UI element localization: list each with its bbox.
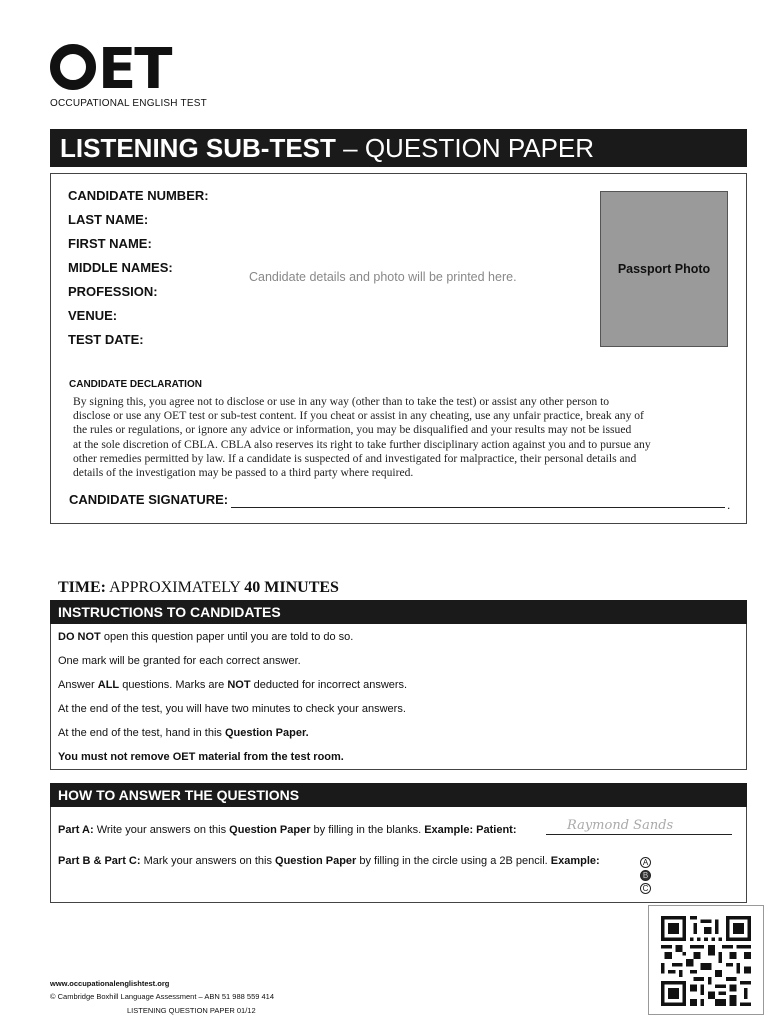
declaration-line: other remedies permitted by law. If a candidate is suspected of and investigated for malpractice, their personal details and — [73, 451, 637, 465]
field-first-name: FIRST NAME: — [68, 236, 152, 251]
passport-photo-box — [600, 191, 728, 347]
instruction-line — [58, 727, 309, 739]
part-a-text: Write your answers on this — [93, 824, 230, 836]
instruction-line — [58, 631, 353, 643]
field-last-name: LAST NAME: — [68, 212, 149, 227]
part-bc-qp: Question Paper — [275, 855, 357, 867]
time-duration: 40 MINUTES — [244, 579, 339, 596]
logo-subtitle: OCCUPATIONAL ENGLISH TEST — [50, 98, 207, 109]
part-a-qp: Question Paper — [229, 824, 311, 836]
footer-paper-id: LISTENING QUESTION PAPER 01/12 — [127, 1006, 256, 1015]
instruction-text: Answer — [58, 679, 98, 691]
how-to-answer-heading: HOW TO ANSWER THE QUESTIONS — [50, 783, 747, 807]
signature-end-dot: . — [727, 498, 731, 512]
details-placeholder-note: Candidate details and photo will be printed here. — [249, 270, 517, 284]
part-bc-label: Part B & Part C: — [58, 855, 141, 867]
signature-label: CANDIDATE SIGNATURE: — [69, 492, 229, 507]
declaration-title: CANDIDATE DECLARATION — [69, 379, 202, 390]
time-approx: APPROXIMATELY — [106, 579, 245, 596]
part-a-label: Part A: — [58, 824, 94, 836]
declaration-text — [73, 395, 725, 480]
part-bc-text: Mark your answers on this — [140, 855, 276, 867]
instruction-text: questions. Marks are — [119, 679, 228, 691]
time-allowance — [58, 579, 339, 597]
logo-letters: ET — [98, 37, 171, 102]
declaration-line: details of the investigation may be passed to a third party where required. — [73, 466, 414, 480]
example-handwritten-name: Raymond Sands — [567, 818, 674, 833]
instructions-box — [50, 624, 747, 770]
part-a-instruction — [58, 824, 517, 836]
logo-o-ring — [50, 44, 96, 90]
passport-photo-label: Passport Photo — [617, 262, 711, 276]
example-option-a: A — [640, 857, 651, 868]
instruction-bold: Question Paper. — [224, 727, 309, 739]
instruction-line: At the end of the test, you will have two minutes to check your answers. — [58, 703, 406, 715]
part-bc-example: Example: — [550, 855, 600, 867]
declaration-line: the rules or regulations, or ignore any advice or information, you may be disqualified and your results may not be issued — [73, 423, 632, 437]
example-answer-line — [546, 834, 732, 835]
example-option-b-filled: B — [640, 870, 651, 881]
field-candidate-number: CANDIDATE NUMBER: — [68, 188, 209, 203]
page-title — [50, 129, 747, 167]
field-test-date: TEST DATE: — [68, 332, 144, 347]
part-a-example: Example: Patient: — [424, 824, 517, 836]
instruction-line — [58, 679, 407, 691]
instruction-line: You must not remove OET material from the test room. — [58, 751, 344, 763]
instructions-heading: INSTRUCTIONS TO CANDIDATES — [50, 600, 747, 624]
title-rest: – QUESTION PAPER — [335, 133, 595, 163]
declaration-line: at the sole discretion of CBLA. CBLA also reserves its right to take further disciplinary action against you and to pursue any — [73, 437, 651, 451]
title-bold: LISTENING SUB-TEST — [60, 133, 336, 163]
footer-website[interactable]: www.occupationalenglishtest.org — [50, 979, 170, 988]
part-bc-text2: by filling in the circle using a 2B pencil. — [356, 855, 551, 867]
instruction-text: At the end of the test, hand in this — [58, 727, 225, 739]
instruction-bold: NOT — [227, 679, 251, 691]
instruction-bold: DO NOT — [58, 631, 101, 643]
instruction-line: One mark will be granted for each correct answer. — [58, 655, 301, 667]
instruction-text: open this question paper until you are told to do so. — [100, 631, 354, 643]
example-option-c: C — [640, 883, 651, 894]
field-middle-names: MIDDLE NAMES: — [68, 260, 173, 275]
declaration-line: By signing this, you agree not to disclose or use in any way (other than to take the test) or assist any other person to — [73, 395, 610, 408]
field-profession: PROFESSION: — [68, 284, 158, 299]
instruction-text: deducted for incorrect answers. — [250, 679, 408, 691]
declaration-line: disclose or use any OET test or sub-test content. If you cheat or assist in any cheating, use any unfair practice, break any of — [73, 409, 644, 423]
footer-copyright: © Cambridge Boxhill Language Assessment – ABN 51 988 559 414 — [50, 992, 275, 1001]
field-venue: VENUE: — [68, 308, 118, 323]
part-a-text2: by filling in the blanks. — [310, 824, 425, 836]
signature-line[interactable] — [231, 507, 725, 508]
qr-code-icon — [661, 916, 751, 1006]
time-label: TIME: — [58, 579, 106, 596]
instruction-bold: ALL — [97, 679, 120, 691]
oet-logo — [50, 37, 171, 102]
part-bc-instruction — [58, 855, 600, 867]
